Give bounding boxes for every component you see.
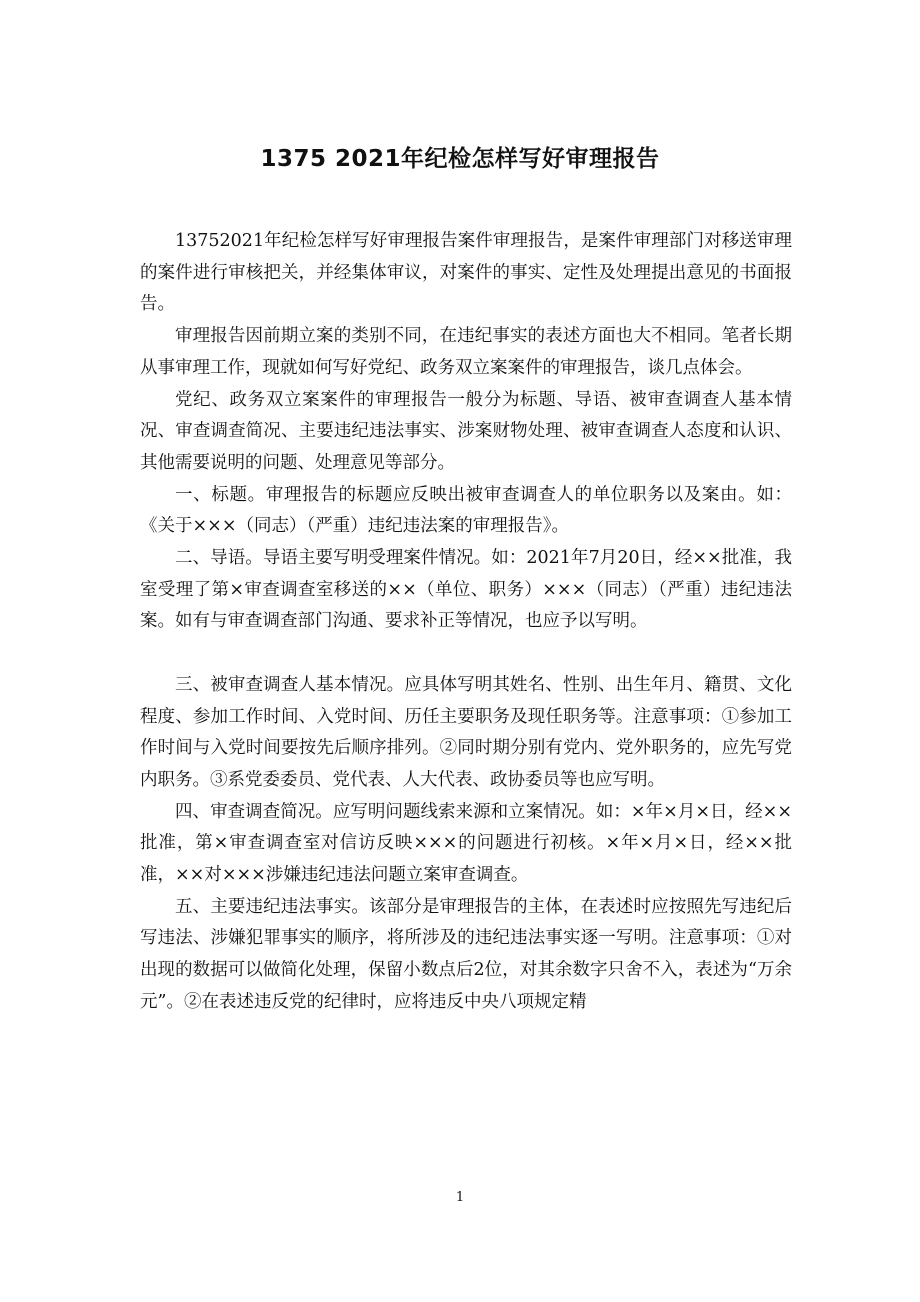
paragraph-section-title: 一、标题。审理报告的标题应反映出被审查调查人的单位职务以及案由。如：《关于×××（同志）（严重）违纪违法案的审理报告》。 — [140, 484, 792, 537]
page-number: 1 — [455, 1190, 465, 1205]
paragraph-intro: 13752021年纪检怎样写好审理报告案件审理报告，是案件审理部门对移送审理的案件进行审核把关，并经集体审议，对案件的事实、定性及处理提出意见的书面报告。 — [140, 231, 792, 315]
paragraph-background: 审理报告因前期立案的类别不同，在违纪事实的表述方面也大不相同。笔者长期从事审理工作，现就如何写好党纪、政务双立案案件的审理报告，谈几点体会。 — [140, 326, 792, 378]
paragraph-section-facts: 五、主要违纪违法事实。该部分是审理报告的主体，在表述时应按照先写违纪后写违法、涉嫌犯罪事实的顺序，将所涉及的违纪违法事实逐一写明。注意事项：①对出现的数据可以做简化处理，保留小数点后2位，对其余数字只舍不入，表述为“万余元”。②在表述违反党的纪律时，应将违反中央八项规定精 — [140, 896, 792, 1012]
document-title: 1375 2021年纪检怎样写好审理报告 — [260, 146, 660, 172]
paragraph-section-investigation: 四、审查调查简况。应写明问题线索来源和立案情况。如：×年×月×日，经××批准，第×审查调查室对信访反映×××的问题进行初核。×年×月×日，经××批准，××对×××涉嫌违纪违法问题立案审查调查。 — [140, 801, 792, 886]
paragraph-section-basic-info: 三、被审查调查人基本情况。应具体写明其姓名、性别、出生年月、籍贯、文化程度、参加工作时间、入党时间、历任主要职务及现任职务等。注意事项：①参加工作时间与入党时间要按先后顺序排列。②同时期分别有党内、党外职务的，应先写党内职务。③系党委委员、党代表、人大代表、政协委员等也应写明。 — [140, 674, 792, 790]
paragraph-section-lead: 二、导语。导语主要写明受理案件情况。如：2021年7月20日，经××批准，我室受理了第×审查调查室移送的××（单位、职务）×××（同志）（严重）违纪违法案。如有与审查调查部门沟通、要求补正等情况，也应予以写明。 — [140, 548, 792, 632]
paragraph-structure: 党纪、政务双立案案件的审理报告一般分为标题、导语、被审查调查人基本情况、审查调查简况、主要违纪违法事实、涉案财物处理、被审查调查人态度和认识、其他需要说明的问题、处理意见等部分。 — [140, 389, 792, 473]
document-body — [140, 226, 792, 1019]
